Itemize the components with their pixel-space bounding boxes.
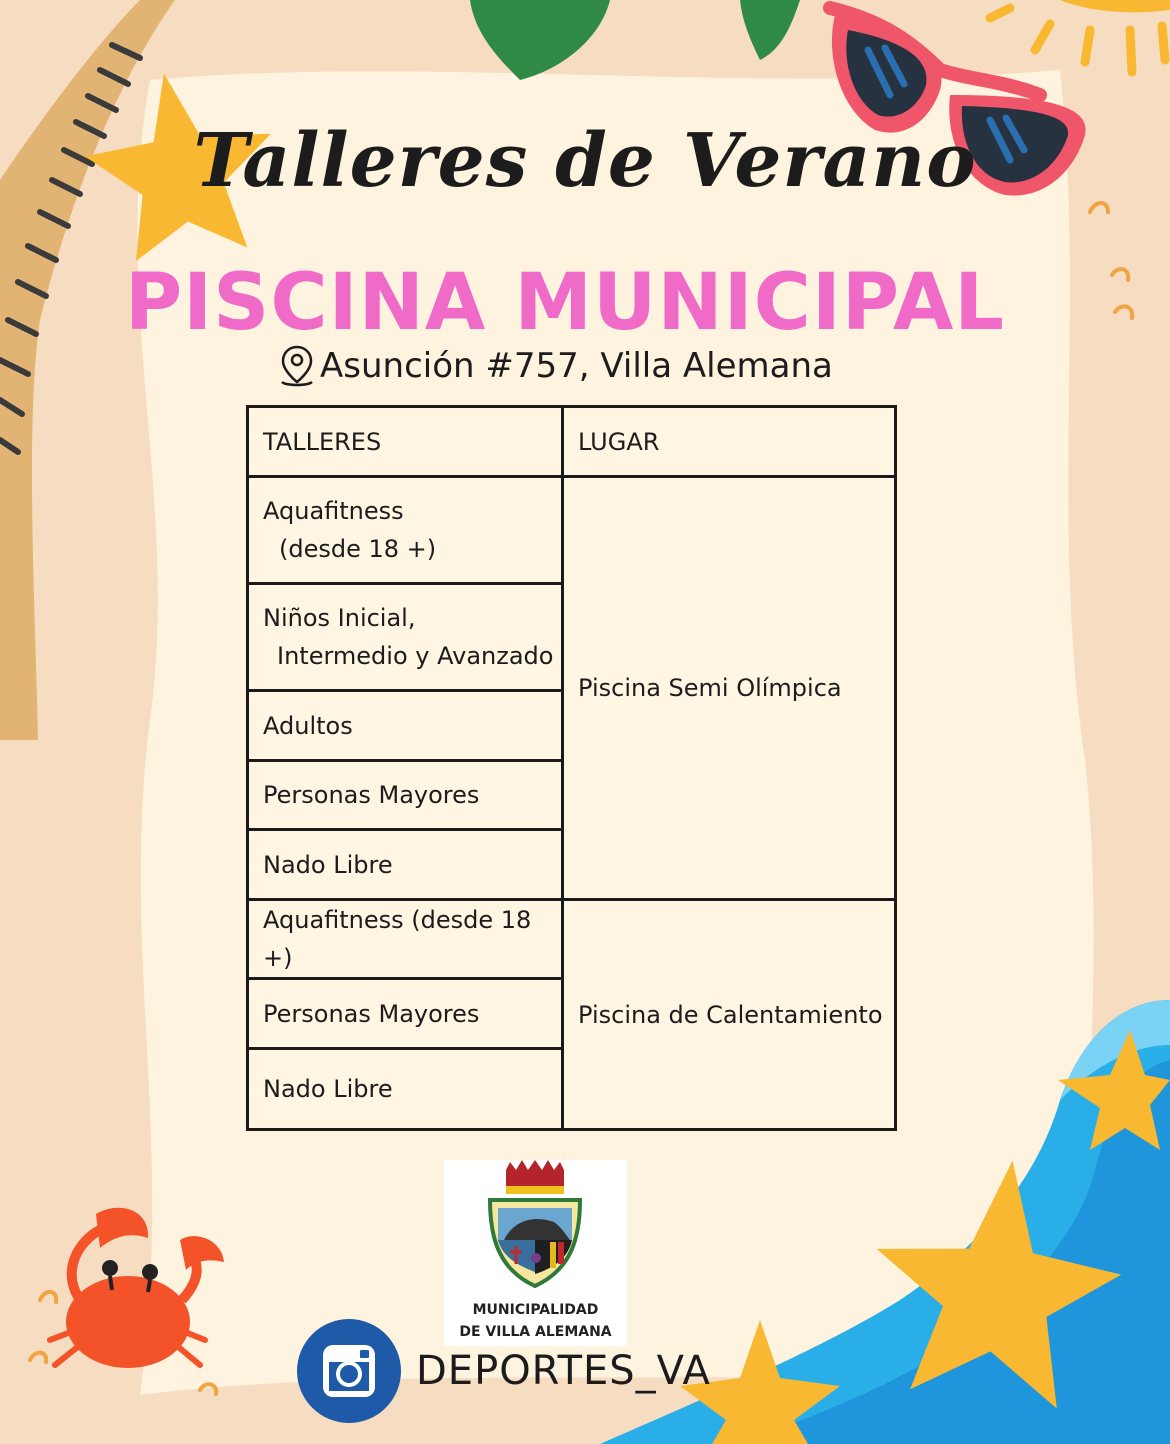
workshop-line: (desde 18 +)	[279, 535, 437, 563]
workshop-cell: Nado Libre	[248, 1049, 563, 1130]
workshop-line: Niños Inicial,	[263, 604, 416, 632]
workshop-cell	[248, 477, 563, 584]
workshop-cell	[248, 584, 563, 691]
workshop-line: Aquafitness	[263, 497, 404, 525]
venue-name: PISCINA MUNICIPAL	[124, 258, 1006, 348]
coat-of-arms-icon	[444, 1160, 627, 1290]
table-header-row	[248, 407, 896, 477]
address-line	[278, 342, 833, 390]
social-handle[interactable]	[296, 1318, 711, 1424]
workshop-cell: Personas Mayores	[248, 761, 563, 830]
logo-line-1: MUNICIPALIDAD	[472, 1302, 599, 1318]
workshop-cell: Personas Mayores	[248, 979, 563, 1049]
table-row	[248, 477, 896, 584]
workshops-table	[246, 405, 897, 1131]
workshop-cell: Aquafitness (desde 18 +)	[248, 900, 563, 979]
place-cell: Piscina de Calentamiento	[563, 900, 896, 1130]
logo-line-2: DE VILLA ALEMANA	[459, 1324, 612, 1340]
workshop-cell: Adultos	[248, 691, 563, 761]
poster-title: Talleres de Verano	[193, 118, 977, 204]
sun-icon	[990, 0, 1170, 72]
palm-leaf-icon	[470, 0, 800, 80]
workshop-cell: Nado Libre	[248, 830, 563, 900]
table-row	[248, 900, 896, 979]
header-lugar: LUGAR	[563, 407, 896, 477]
instagram-icon[interactable]	[296, 1318, 402, 1424]
address-text: Asunción #757, Villa Alemana	[320, 346, 833, 386]
instagram-handle[interactable]: DEPORTES_VA	[416, 1348, 711, 1394]
place-cell: Piscina Semi Olímpica	[563, 477, 896, 900]
location-pin-icon	[278, 344, 316, 388]
header-talleres: TALLERES	[248, 407, 563, 477]
workshop-line: Intermedio y Avanzado	[277, 642, 554, 670]
